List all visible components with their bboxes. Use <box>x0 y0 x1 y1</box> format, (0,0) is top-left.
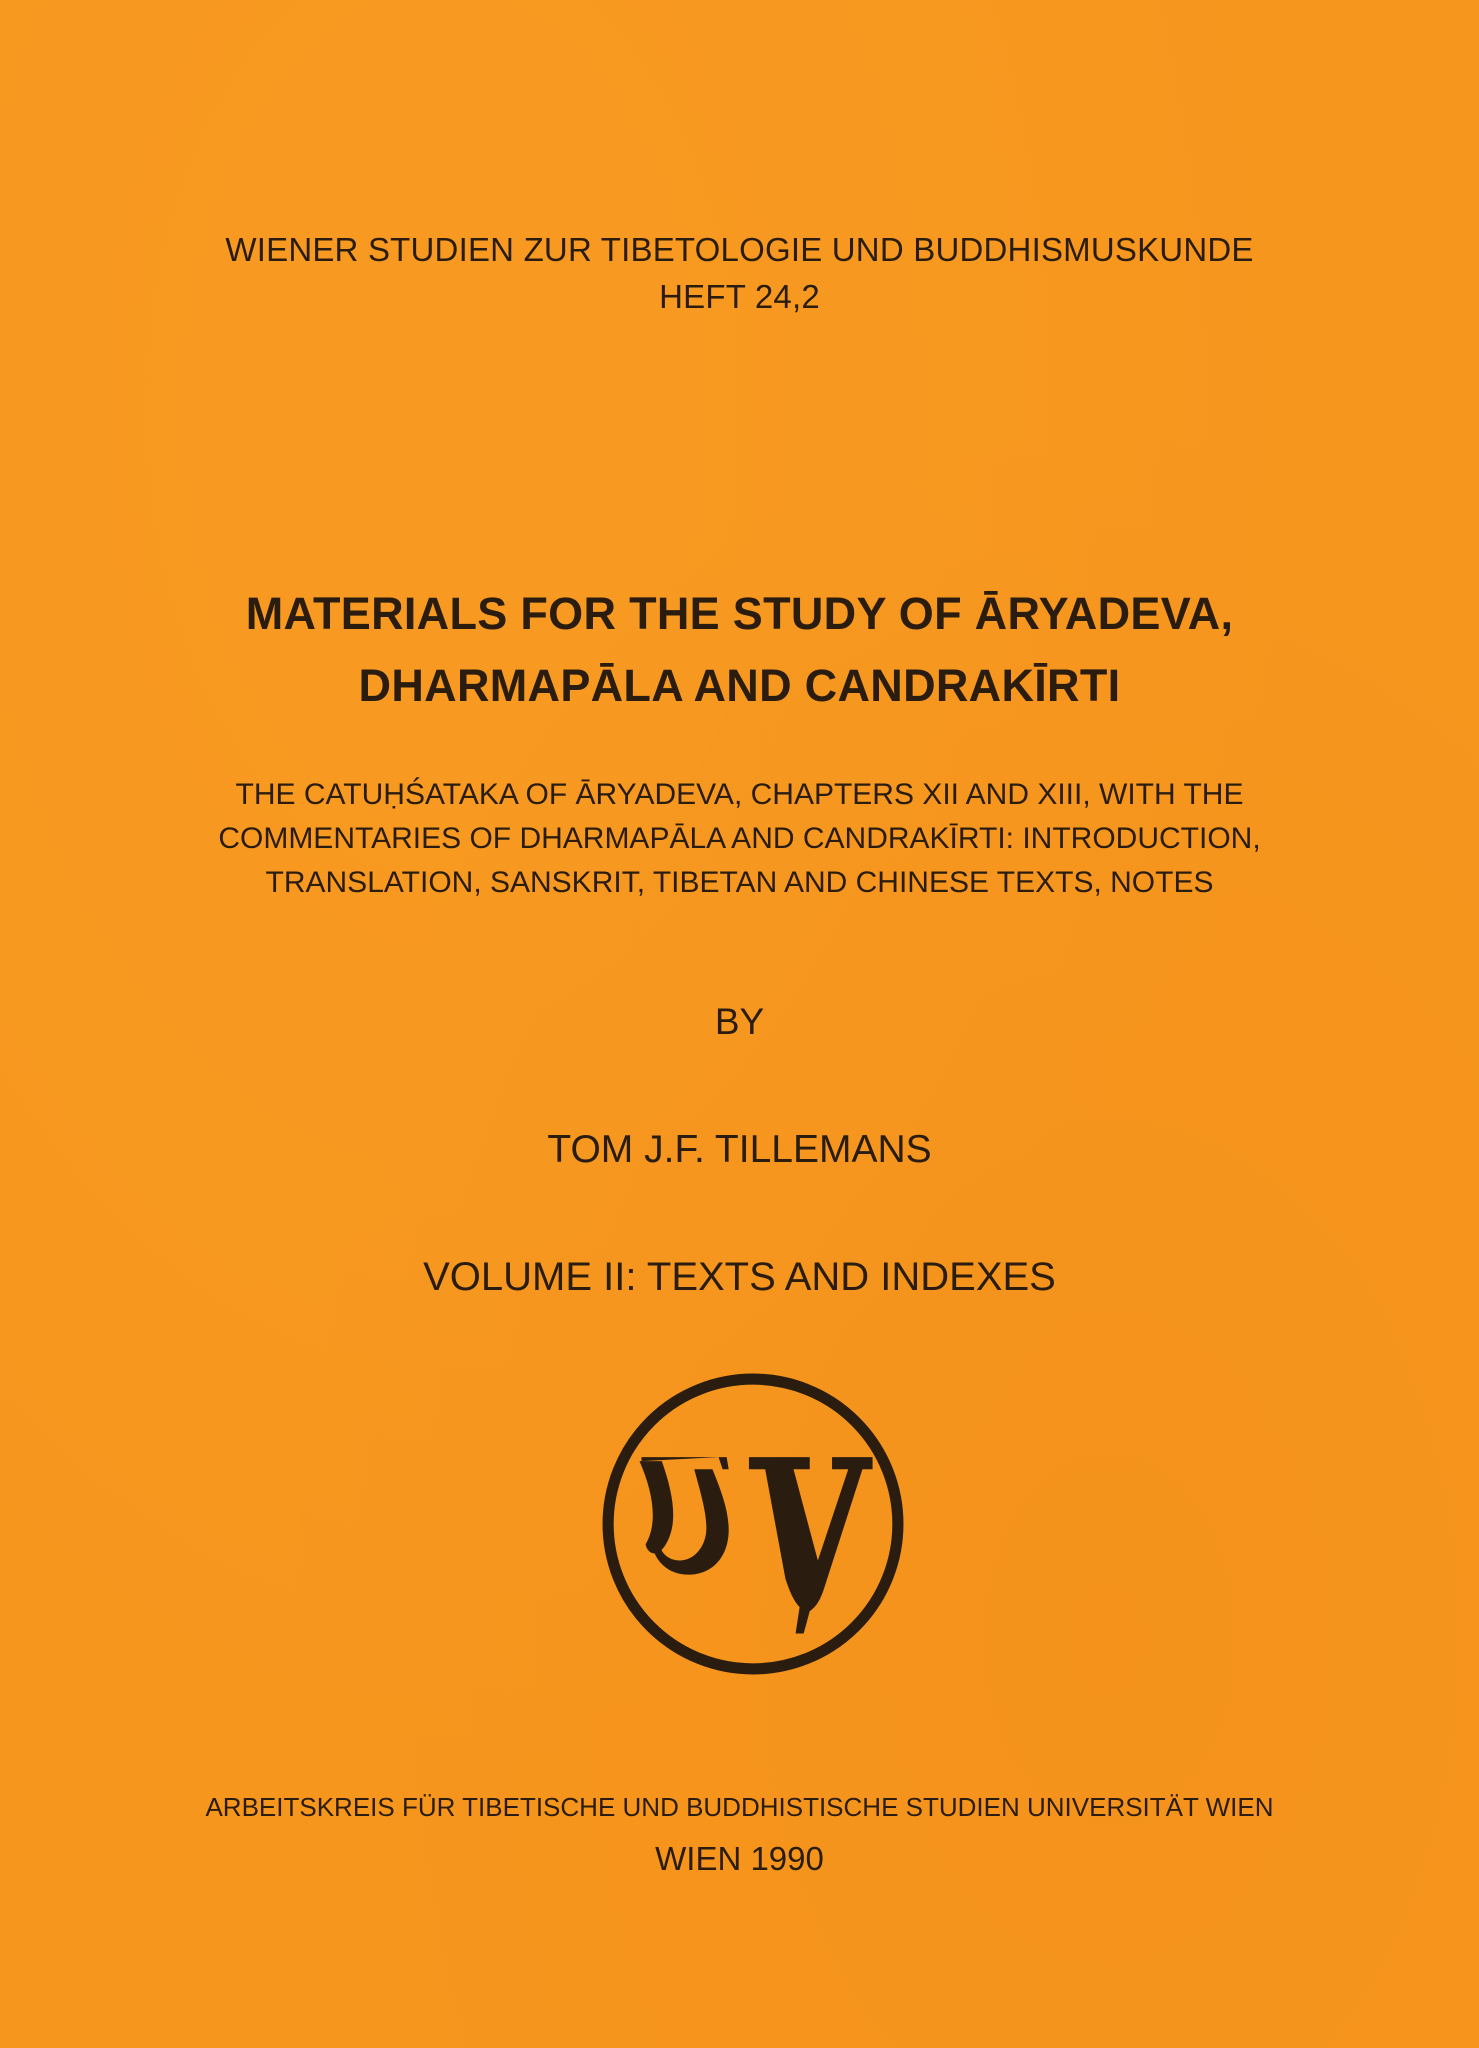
book-title-line-1: MATERIALS FOR THE STUDY OF ĀRYADEVA, <box>245 588 1234 639</box>
by-label: BY <box>714 1001 765 1042</box>
series-number: HEFT 24,2 <box>659 278 820 315</box>
volume-title: VOLUME II: TEXTS AND INDEXES <box>423 1255 1056 1299</box>
subtitle-line-3: TRANSLATION, SANSKRIT, TIBETAN AND CHINESE TEXTS, NOTES <box>265 866 1214 899</box>
publisher: ARBEITSKREIS FÜR TIBETISCHE UND BUDDHISTISCHE STUDIEN UNIVERSITÄT WIEN <box>205 1792 1274 1822</box>
tibetan-om-emblem-icon <box>601 1372 905 1676</box>
subtitle-line-2: COMMENTARIES OF DHARMAPĀLA AND CANDRAKĪRTI: INTRODUCTION, <box>218 822 1261 855</box>
author-name: TOM J.F. TILLEMANS <box>547 1128 932 1171</box>
subtitle-line-1: THE CATUḤŚATAKA OF ĀRYADEVA, CHAPTERS XII AND XIII, WITH THE <box>235 778 1244 811</box>
book-title-line-2: DHARMAPĀLA AND CANDRAKĪRTI <box>358 660 1121 711</box>
place-and-year: WIEN 1990 <box>655 1840 824 1877</box>
series-title: WIENER STUDIEN ZUR TIBETOLOGIE UND BUDDHISMUSKUNDE <box>225 231 1254 268</box>
